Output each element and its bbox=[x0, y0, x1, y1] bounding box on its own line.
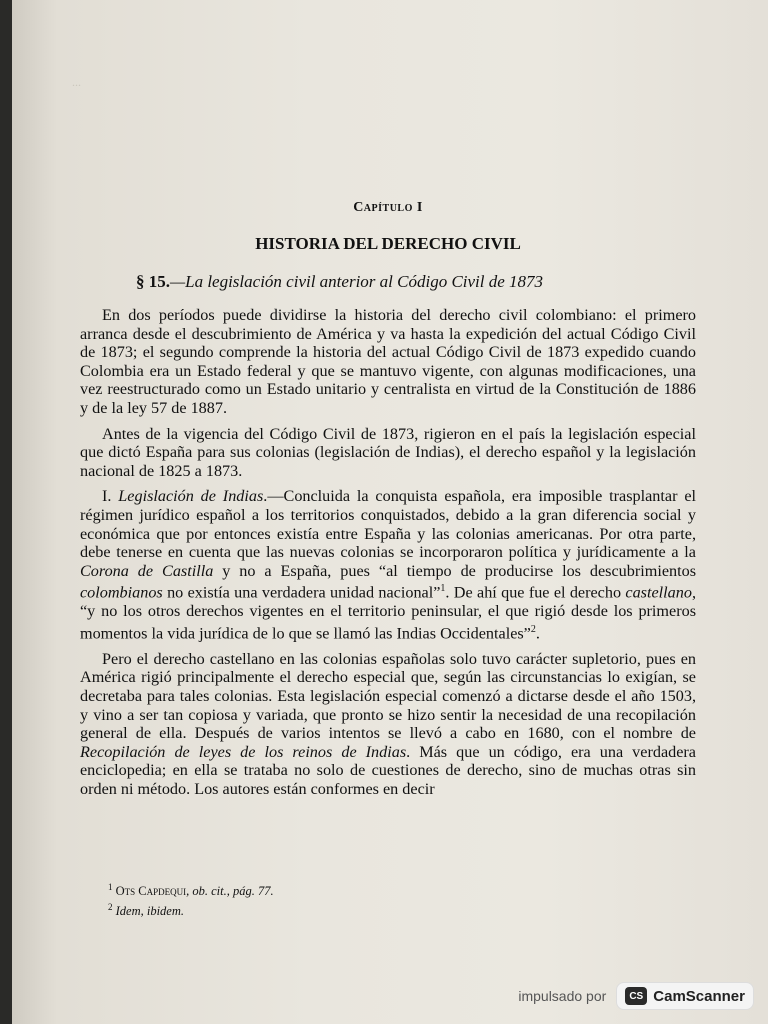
italic-run: colombianos bbox=[80, 583, 163, 602]
footnote-1 bbox=[108, 882, 274, 899]
body-text bbox=[80, 306, 696, 799]
chapter-title: HISTORIA DEL DERECHO CIVIL bbox=[255, 234, 521, 253]
footnote-citation: Idem, ibidem. bbox=[115, 904, 185, 919]
footnote-ref: 1 bbox=[440, 583, 446, 595]
footnote-number: 2 bbox=[108, 902, 113, 912]
footnote-citation: , ob. cit., pág. 77. bbox=[186, 884, 274, 899]
chapter-label: Capítulo I bbox=[353, 200, 423, 215]
paragraph: Antes de la vigencia del Código Civil de 1873, rigieron en el país la legislación especial que dictó España para sus colonias (legislación de Indias), el derecho español y la legislación nacional de 1825 a 1873. bbox=[80, 424, 696, 480]
section-number: § 15. bbox=[136, 272, 170, 291]
camscanner-logo-icon: CS bbox=[625, 987, 647, 1005]
italic-run: castellano bbox=[625, 583, 692, 602]
camscanner-brand: CamScanner bbox=[653, 987, 745, 1005]
paragraph: Pero el derecho castellano en las colonias españolas solo tuvo carácter supletorio, pues en América rigió principalmente el derecho especial que, según las circunstancias lo exigían, se decretaba para tales colonias. Esta legislación especial comenzó a dictarse desde el año 1503, y vino a ser tan copiosa y variada, que pronto se hizo sentir la necesidad de una recopilación general de ella. Después de varios intentos se llevó a cabo en 1680, con el nombre de Recopilación de leyes de los reinos de Indias. Más que un código, era una verdadera enciclopedia; en ella se trataba no solo de cuestiones de derecho, sino de muchas otras sin orden ni método. Los autores están conformes en decir bbox=[80, 649, 696, 799]
powered-by-label: impulsado por bbox=[518, 988, 607, 1004]
scanned-page bbox=[12, 0, 768, 1024]
bleed-through-text: ... bbox=[72, 75, 81, 89]
italic-run: Corona de Castilla bbox=[80, 561, 214, 580]
camscanner-badge bbox=[616, 982, 754, 1010]
footnote-2 bbox=[108, 902, 184, 919]
footnote-number: 1 bbox=[108, 882, 113, 892]
italic-run: Recopilación de leyes de los reinos de Indias bbox=[80, 742, 407, 761]
footnote-author: Ots Capdequi bbox=[115, 884, 187, 899]
paragraph: I. Legislación de Indias.—Concluida la conquista española, era imposible trasplantar el régimen jurídico español a los territorios conquistados, debido a la gran diferencia social y económica que por entonces existía entre España y las colonias americanas. Por otra parte, debe tenerse en cuenta que las nuevas colonias se incorporaron política y jurídicamente a la Corona de Castilla y no a España, pues “al tiempo de producirse los descubrimientos colombianos no existía una verdadera unidad nacional”$^1$. De ahí que fue el derecho castellano, “y no los otros derechos vigentes en el territorio peninsular, el que rigió desde los primeros momentos la vida jurídica de lo que se llamó las Indias Occidentales”$^2$. bbox=[80, 487, 696, 643]
footnote-ref: 2 bbox=[530, 623, 536, 635]
italic-run: Legislación de Indias bbox=[118, 487, 264, 506]
section-heading bbox=[136, 272, 543, 292]
camscanner-watermark bbox=[518, 982, 754, 1010]
paragraph: En dos períodos puede dividirse la historia del derecho civil colombiano: el primero arranca desde el descubrimiento de América y va hasta la expedición del actual Código Civil de 1873; el segundo comprende la historia del actual Código Civil de 1873 expedido cuando Colombia era un Estado federal y que se mantuvo vigente, con algunas modificaciones, una vez reestructurado como un Estado unitario y centralista en virtud de la Constitución de 1886 y de la ley 57 de 1887. bbox=[80, 306, 696, 417]
section-title: —La legislación civil anterior al Código Civil de 1873 bbox=[170, 272, 544, 291]
